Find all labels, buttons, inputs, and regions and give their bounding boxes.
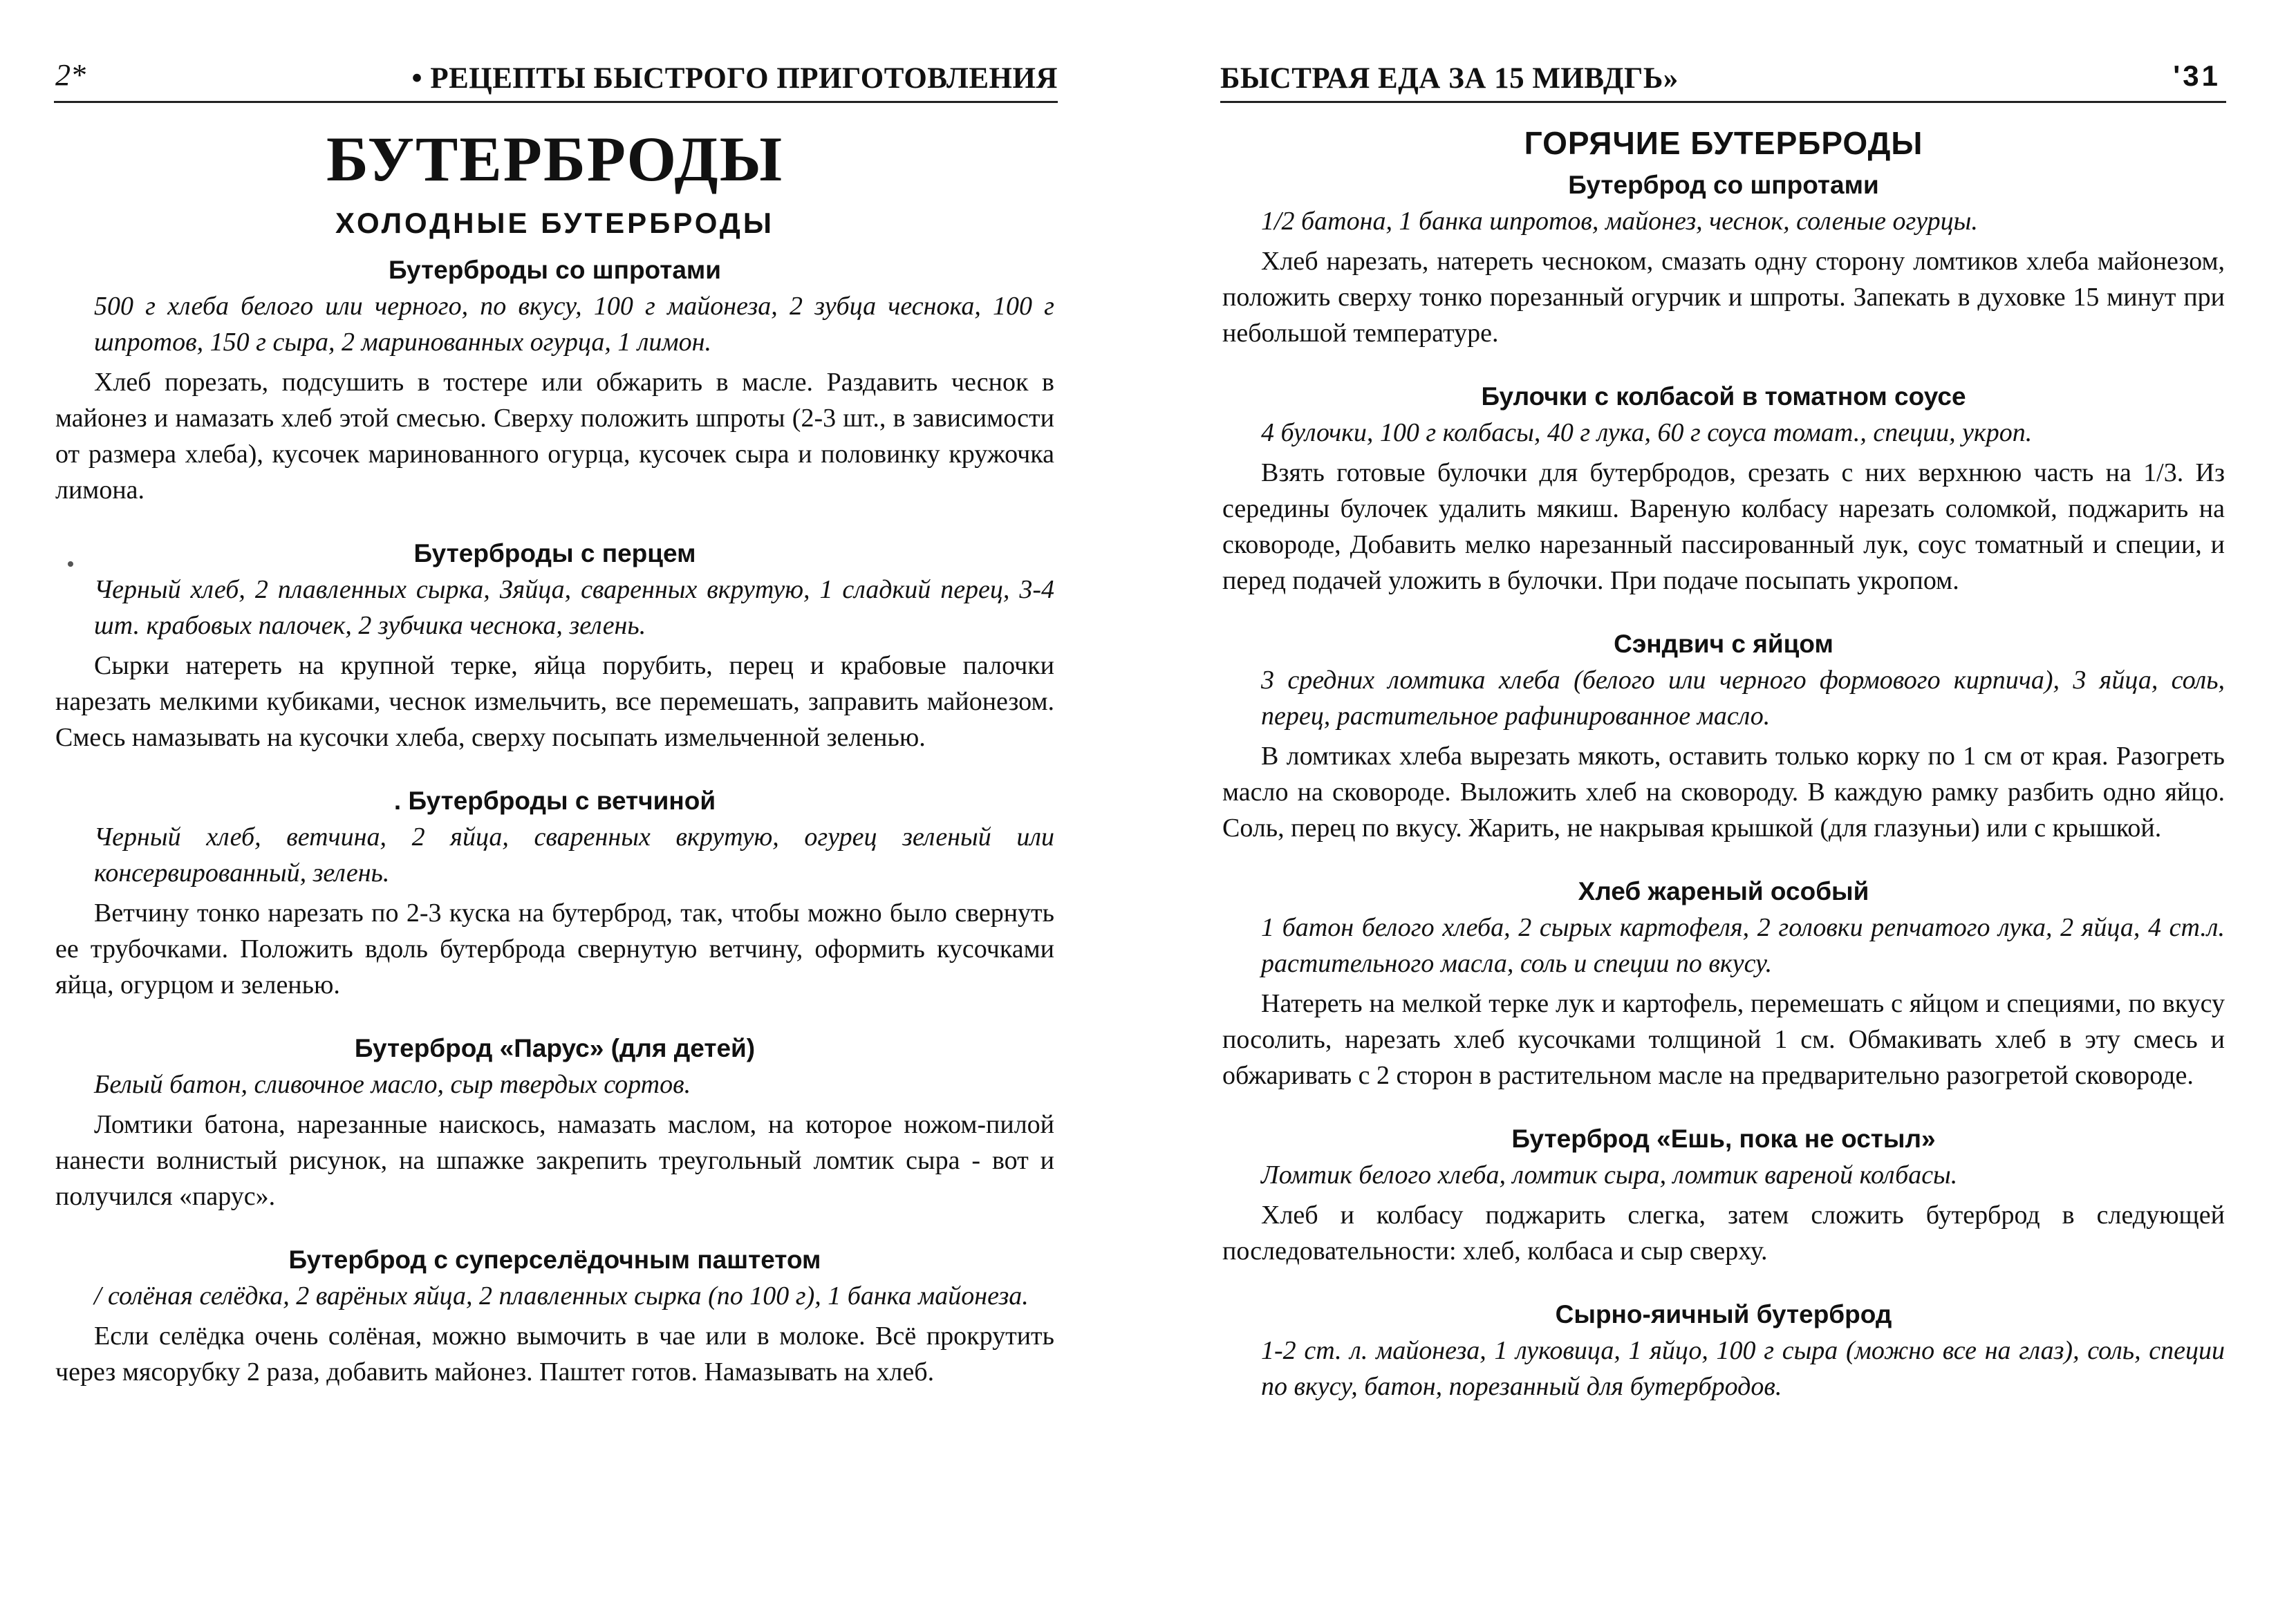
scan-speck [68, 561, 73, 567]
recipe-method: Ветчину тонко нарезать по 2-3 куска на бутерброд, так, чтобы можно было свернуть ее трубочками. Положить вдоль бутерброда свернутую ветчину, оформить кусочками яйца, огурцом и зеленью. [55, 898, 1054, 999]
chapter-title: БУТЕРБРОДЫ [326, 124, 784, 194]
recipe-ingredients: Черный хлеб, ветчина, 2 яйца, сваренных вкрутую, огурец зеленый или консервированный, зелень. [94, 822, 1054, 887]
recipe-ingredients: / солёная селёдка, 2 варёных яйца, 2 плавленных сырка (по 100 г), 1 банка майонеза. [94, 1281, 1029, 1310]
recipe [1222, 626, 2225, 846]
recipe [55, 1242, 1054, 1390]
left-running-head-text: • РЕЦЕПТЫ БЫСТРОГО ПРИГОТОВЛЕНИЯ [411, 62, 1058, 95]
recipe-title: Бутерброды с перцем [413, 538, 696, 567]
recipe [55, 252, 1054, 508]
recipe-title: Бутерброд с суперселёдочным паштетом [288, 1245, 821, 1274]
recipe [1222, 167, 2225, 351]
recipe-ingredients: 500 г хлеба белого или черного, по вкусу, 100 г майонеза, 2 зубца чеснока, 100 г шпротов, 150 г сыра, 2 маринованных огурца, 1 лимон. [94, 291, 1054, 357]
recipe-method: Хлеб нарезать, натереть чесноком, смазать одну сторону ломтиков хлеба майонезом, положить сверху тонко порезанный огурчик и шпроты. Запекать в духовке 15 минут при небольшой температуре. [1222, 247, 2225, 348]
section-title-hot-sandwiches: ГОРЯЧИЕ БУТЕРБРОДЫ [1524, 125, 1923, 161]
recipe-method: Натереть на мелкой терке лук и картофель, перемешать с яйцом и специями, по вкусу посолить, нарезать хлеб кусочками толщиной 1 см. Обмакивать хлеб в эту смесь и обжаривать с 2 сторон в растительном масле на предварительно разогретой сковороде. [1222, 989, 2225, 1090]
recipe-method: Если селёдка очень солёная, можно вымочить в чае или в молоке. Всё прокрутить через мясорубку 2 раза, добавить майонез. Паштет готов. Намазывать на хлеб. [55, 1321, 1054, 1387]
right-page [1148, 0, 2296, 1616]
recipe-title: Булочки с колбасой в томатном соусе [1481, 382, 1966, 411]
recipe-title: Сэндвич с яйцом [1614, 630, 1833, 658]
left-running-head [54, 47, 1058, 103]
right-running-head [1220, 47, 2226, 103]
recipe [55, 1031, 1054, 1214]
recipe-method: Хлеб порезать, подсушить в тостере или обжарить в масле. Раздавить чеснок в майонез и намазать хлеб этой смесью. Сверху положить шпроты (2-3 шт., в зависимости от размера хлеба), кусочек маринованного огурца, кусочек сыра и половинку кружочка лимона. [55, 367, 1054, 505]
recipe-ingredients: 1-2 ст. л. майонеза, 1 луковица, 1 яйцо, 100 г сыра (можно все на глаз), соль, специи по вкусу, батон, порезанный для бутербродов. [1261, 1336, 2225, 1401]
right-running-head-text: БЫСТРАЯ ЕДА ЗА 15 МИВДГЬ» [1220, 62, 1679, 95]
recipe-ingredients: 4 булочки, 100 г колбасы, 40 г лука, 60 г соуса томат., специи, укроп. [1261, 418, 2033, 447]
recipe-ingredients: 3 средних ломтика хлеба (белого или черного формового кирпича), 3 яйца, соль, перец, растительное рафинированное масло. [1261, 666, 2225, 731]
recipe-title: . Бутерброды с ветчиной [393, 786, 716, 815]
recipe-title: Бутерброды со шпротами [388, 255, 722, 284]
recipe-method: Взять готовые булочки для бутербродов, срезать с них верхнюю часть на 1/3. Из середины булочек удалить мякиш. Вареную колбасу нарезать соломкой, поджарить на сковороде, Добавить мелко нарезанный пассированный лук, соус томатный и специи, и перед подачей уложить в булочки. При подаче посыпать укропом. [1222, 458, 2225, 595]
recipe-title: Бутерброд «Ешь, пока не остыл» [1511, 1125, 1936, 1153]
recipe-title: Сырно-яичный бутерброд [1555, 1300, 1892, 1328]
section-title-cold-sandwiches: ХОЛОДНЫЕ БУТЕРБРОДЫ [335, 206, 774, 239]
recipe-title: Хлеб жареный особый [1578, 877, 1869, 905]
right-content [1222, 118, 2225, 1432]
recipe-ingredients: Черный хлеб, 2 плавленных сырка, Зяйца, сваренных вкрутую, 1 сладкий перец, 3-4 шт. крабовых палочек, 2 зубчика чеснока, зелень. [94, 574, 1054, 640]
recipe [1222, 1121, 2225, 1269]
recipe-title: Бутерброд «Парус» (для детей) [354, 1033, 756, 1062]
recipe-ingredients: Ломтик белого хлеба, ломтик сыра, ломтик вареной колбасы. [1261, 1161, 1958, 1190]
left-page-number: 2* [55, 58, 86, 92]
recipe [1222, 874, 2225, 1093]
recipe-ingredients: 1 батон белого хлеба, 2 сырых картофеля, 2 головки репчатого лука, 2 яйца, 4 ст.л. растительного масла, соль и специи по вкусу. [1261, 913, 2225, 978]
recipe-method: В ломтиках хлеба вырезать мякоть, оставить только корку по 1 см от края. Разогреть масло на сковороде. Выложить хлеб на сковороду. В каждую рамку разбить одно яйцо. Соль, перец по вкусу. Жарить, не накрывая крышкой (для глазуньи) или с крышкой. [1222, 742, 2225, 843]
recipe-method: Хлеб и колбасу поджарить слегка, затем сложить бутерброд в следующей последовательности: хлеб, колбаса и сыр сверху. [1222, 1201, 2225, 1266]
recipe [1222, 1297, 2225, 1404]
recipe [55, 783, 1054, 1003]
recipe-ingredients: Белый батон, сливочное масло, сыр твердых сортов. [94, 1069, 691, 1099]
recipe [1222, 379, 2225, 599]
recipe-ingredients: 1/2 батона, 1 банка шпротов, майонез, чеснок, соленые огурцы. [1261, 207, 1978, 236]
left-content [55, 118, 1054, 1418]
recipe [55, 536, 1054, 755]
recipe-method: Сырки натереть на крупной терке, яйца порубить, перец и крабовые палочки нарезать мелкими кубиками, чеснок измельчить, все перемешать, заправить майонезом. Смесь намазывать на кусочки хлеба, сверху посыпать измельченной зеленью. [55, 650, 1054, 752]
recipe-method: Ломтики батона, нарезанные наискось, намазать маслом, на которое ножом-пилой нанести волнистый рисунок, на шпажке закрепить треугольный ломтик сыра - вот и получился «парус». [55, 1109, 1054, 1211]
recipe-title: Бутерброд со шпротами [1568, 171, 1879, 199]
right-page-number: '31 [2173, 59, 2221, 92]
